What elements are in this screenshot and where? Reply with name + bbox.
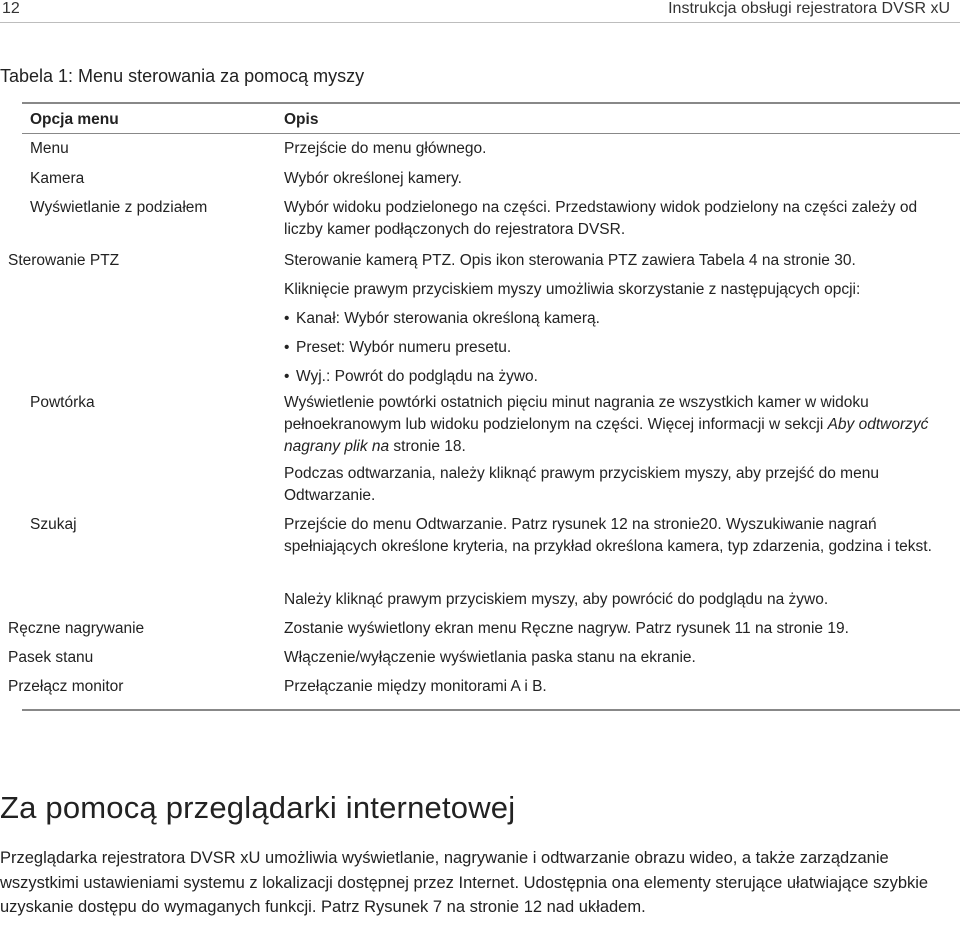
table-row-description: Włączenie/wyłączenie wyświetlania paska stanu na ekranie. bbox=[284, 649, 696, 666]
table-row-description-secondary: Kliknięcie prawym przyciskiem myszy umożliwia skorzystanie z następujących opcji: bbox=[284, 281, 861, 298]
table-row-option: Kamera bbox=[30, 170, 85, 187]
table-row-option: Sterowanie PTZ bbox=[8, 252, 120, 269]
table-row-description: Sterowanie kamerą PTZ. Opis ikon sterowania PTZ zawiera Tabela 4 na stronie 30. bbox=[284, 252, 856, 269]
description-text: stronie 18. bbox=[389, 438, 466, 455]
page-number: 12 bbox=[2, 0, 20, 17]
bullet-item: • Preset: Wybór numeru presetu. bbox=[284, 337, 956, 359]
table-row-description bbox=[284, 392, 956, 458]
table-row-option: Przełącz monitor bbox=[8, 678, 124, 695]
table-row-option: Szukaj bbox=[30, 516, 77, 533]
section-heading: Za pomocą przeglądarki internetowej bbox=[0, 790, 516, 825]
table-row-description: Przełączanie między monitorami A i B. bbox=[284, 678, 547, 695]
table-title: Tabela 1: Menu sterowania za pomocą myszy bbox=[0, 66, 365, 86]
table-row-description-secondary: Należy kliknąć prawym przyciskiem myszy, aby powrócić do podglądu na żywo. bbox=[284, 591, 829, 608]
table-row-option: Powtórka bbox=[30, 394, 95, 411]
table-header-rule bbox=[22, 133, 960, 134]
table-row-option: Menu bbox=[30, 140, 69, 157]
table-row-description: Przejście do menu Odtwarzanie. Patrz rysunek 12 na stronie20. Wyszukiwanie nagrań spełniających określone kryteria, na przykład określona kamera, typ zdarzenia, godzina i tekst. bbox=[284, 516, 932, 555]
section-reference-italic: Aby odtworzyć nagrany plik na bbox=[284, 416, 929, 455]
table-row-description-secondary: Podczas odtwarzania, należy kliknąć prawym przyciskiem myszy, aby przejść do menu Odtwarzanie. bbox=[284, 465, 879, 504]
description-text: Wyświetlenie powtórki ostatnich pięciu minut nagrania ze wszystkich kamer w widoku pełnoekranowym lub widoku podzielonym na części. Więcej informacji w sekcji bbox=[284, 394, 869, 433]
table-top-rule bbox=[22, 102, 960, 104]
table-bottom-rule bbox=[22, 709, 960, 711]
table-row-description: Przejście do menu głównego. bbox=[284, 140, 487, 157]
table-row-option: Pasek stanu bbox=[8, 649, 94, 666]
table-row-description: Wybór określonej kamery. bbox=[284, 170, 462, 187]
table-row-option: Ręczne nagrywanie bbox=[8, 620, 145, 637]
header-rule bbox=[0, 22, 960, 23]
table-row-description: Wybór widoku podzielonego na części. Przedstawiony widok podzielony na części zależy od liczby kamer podłączonych do rejestratora DVSR. bbox=[284, 199, 918, 238]
table-row-option: Wyświetlanie z podziałem bbox=[30, 199, 208, 216]
bullet-item: • Kanał: Wybór sterowania określoną kamerą. bbox=[284, 308, 956, 330]
section-paragraph: Przeglądarka rejestratora DVSR xU umożliwia wyświetlanie, nagrywanie i odtwarzanie obrazu wideo, a także zarządzanie wszystkimi ustawieniami systemu z lokalizacji dostępnej przez Internet. Udostępnia ona elementy sterujące ułatwiające szybkie uzyskanie dostępu do wymaganych funkcji. Patrz Rysunek 7 na stronie 12 nad układem. bbox=[0, 849, 929, 916]
table-row-description: Zostanie wyświetlony ekran menu Ręczne nagryw. Patrz rysunek 11 na stronie 19. bbox=[284, 620, 849, 637]
column-header-option: Opcja menu bbox=[30, 111, 119, 128]
column-header-description: Opis bbox=[284, 111, 319, 128]
running-title: Instrukcja obsługi rejestratora DVSR xU bbox=[668, 0, 950, 17]
bullet-item: • Wyj.: Powrót do podglądu na żywo. bbox=[284, 366, 956, 388]
